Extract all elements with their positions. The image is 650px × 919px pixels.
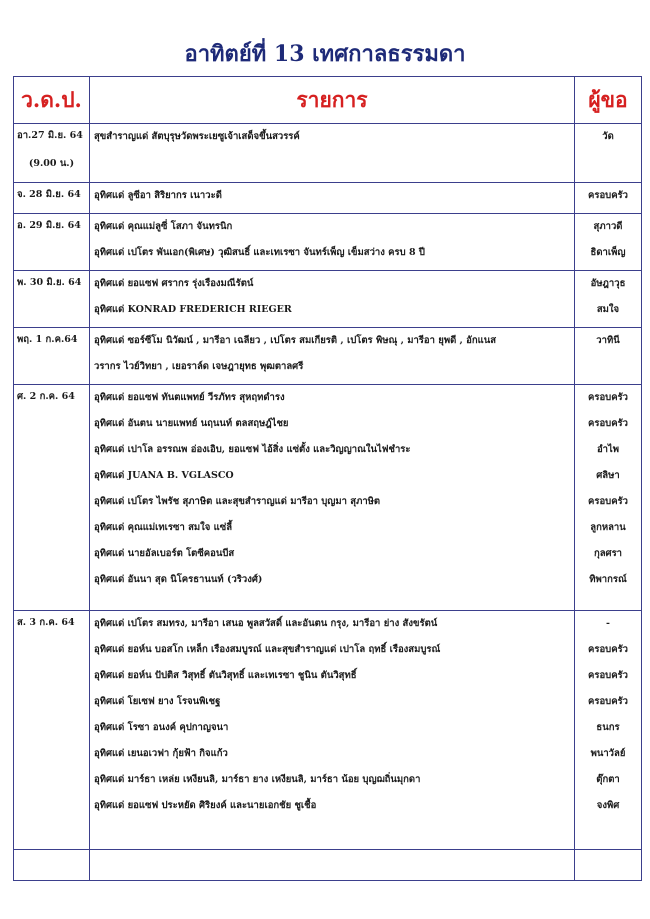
page-title: อาทิตย์ที่ 13 เทศกาลธรรมดา xyxy=(184,41,466,67)
list-item: อุทิศแด่ ยอแซฟ ศรากร รุ่งเรืองมณีรัตน์ xyxy=(94,278,254,289)
date-cell: ศ. 2 ก.ค. 64 xyxy=(14,385,90,611)
requester-name: ลูกหลาน xyxy=(590,522,626,533)
date-cell xyxy=(14,124,90,183)
requester-name: วาทินี xyxy=(596,335,620,346)
header-requester: ผู้ขอ xyxy=(575,77,642,124)
list-item: อุทิศแด่ ยอแซฟ ทันตแพทย์ วีรภัทร สุหฤทดำรง xyxy=(94,392,285,403)
requester-name: ครอบครัว xyxy=(588,190,628,201)
requester-cell xyxy=(575,385,642,611)
requester-name: ตุ๊กตา xyxy=(596,774,620,785)
requester-name: ครอบครัว xyxy=(588,418,628,429)
date-cell: อ. 29 มิ.ย. 64 xyxy=(14,214,90,271)
requester-name: กุลศรา xyxy=(593,548,623,559)
list-item: วรากร ไวย์วิทยา , เยอราล์ด เจษฎายุทธ พุฒตาลศรี xyxy=(94,361,304,372)
list-item: สุขสำราญแด่ สัตบุรุษวัดพระเยซูเจ้าเสด็จขึ้นสวรรค์ xyxy=(94,131,300,142)
items-cell xyxy=(90,271,575,328)
list-item: อุทิศแด่ เปโตร พันเอก(พิเศษ) วุฒิสนธิ์ และเทเรซา จันทร์เพ็ญ เข็มสว่าง ครบ 8 ปี xyxy=(94,247,425,258)
date-text: อา.27 มิ.ย. 64 xyxy=(17,130,83,141)
requester-cell xyxy=(575,271,642,328)
requester-name: อำไพ xyxy=(596,444,620,455)
date-cell: พ. 30 มิ.ย. 64 xyxy=(14,271,90,328)
header-items: รายการ xyxy=(90,77,575,124)
empty-cell xyxy=(90,850,575,881)
empty-cell xyxy=(575,850,642,881)
items-cell xyxy=(90,214,575,271)
list-item: อุทิศแด่ ยอห์น ปัปติส วิสุทธิ์ ตันวิสุทธิ์ และเทเรซา ชูนิน ตันวิสุทธิ์ xyxy=(94,670,357,681)
requester-name: ทิพากรณ์ xyxy=(589,574,627,585)
header-date: ว.ด.ป. xyxy=(14,77,90,124)
list-item: อุทิศแด่ คุณแม่ลูซี่ โสภา จันทรนิก xyxy=(94,221,233,232)
list-item: อุทิศแด่ KONRAD FREDERICH RIEGER xyxy=(94,304,292,315)
list-item: อุทิศแด่ เปโตร สมทรง, มารีอา เสนอ พูลสวัสดิ์ และอันตน กรุง, มารีอา ย่าง สังขรัตน์ xyxy=(94,618,438,629)
table-row xyxy=(14,271,642,328)
list-item: อุทิศแด่ คุณแม่เทเรซา สมใจ แซ่ลี้ xyxy=(94,522,233,533)
requester-name: ครอบครัว xyxy=(588,496,628,507)
items-cell xyxy=(90,124,575,183)
requester-name: ครอบครัว xyxy=(588,392,628,403)
items-cell xyxy=(90,385,575,611)
requester-name: พนาวัลย์ xyxy=(590,748,626,759)
requester-name: อัษฎาวุธ xyxy=(590,278,626,289)
items-cell xyxy=(90,183,575,214)
mass-intention-table xyxy=(13,76,642,881)
requester-name: ธนกร xyxy=(596,722,620,733)
table-row xyxy=(14,124,642,183)
requester-cell xyxy=(575,611,642,850)
list-item: อุทิศแด่ เปโตร ไพรัช สุภาษิต และสุขสำราญแด่ มารีอา บุญมา สุภาษิต xyxy=(94,496,381,507)
requester-name: สมใจ xyxy=(596,304,620,315)
requester-name: ครอบครัว xyxy=(588,696,628,707)
list-item: อุทิศแด่ โยเซฟ ยาง โรจนพิเชฐ xyxy=(94,696,221,707)
list-item: อุทิศแด่ อันนา สุด นิโครธานนท์ (วริวงศ์) xyxy=(94,574,263,585)
requester-name: ครอบครัว xyxy=(588,670,628,681)
requester-name: - xyxy=(606,618,610,629)
table-row xyxy=(14,214,642,271)
list-item: อุทิศแด่ โรซา อนงค์ คุปกาญจนา xyxy=(94,722,229,733)
date-cell: ส. 3 ก.ค. 64 xyxy=(14,611,90,850)
requester-cell xyxy=(575,214,642,271)
empty-cell xyxy=(14,850,90,881)
list-item: อุทิศแด่ เยนอเวฟา กุ้ยฟ้า กิจแก้ว xyxy=(94,748,228,759)
list-item: อุทิศแด่ ซอร์ซีโม นิวัฒน์ , มารีอา เฉลียว , เปโตร สมเกียรติ , เปโตร พิษณุ , มารีอา ยุพดี , อักแนส xyxy=(94,335,497,346)
requester-name: จงพิศ xyxy=(596,800,620,811)
requester-cell xyxy=(575,328,642,385)
requester-name: ศลิษา xyxy=(596,470,620,481)
requester-cell xyxy=(575,183,642,214)
list-item: อุทิศแด่ JUANA B. VGLASCO xyxy=(94,470,234,481)
list-item: อุทิศแด่ นายอัลเบอร์ต โตซีคอนบีส xyxy=(94,548,235,559)
items-cell xyxy=(90,328,575,385)
list-item: อุทิศแด่ อันตน นายแพทย์ นฤนนท์ ตลสฤษฎ์ไชย xyxy=(94,418,289,429)
list-item: อุทิศแด่ เปาโล อรรณพ อ่องเอิบ, ยอแซฟ ไอ้สิ่ง แซ่ตั้ง และวิญญาณในไฟชำระ xyxy=(94,444,411,455)
table-row xyxy=(14,328,642,385)
list-item: อุทิศแด่ มาร์ธา เหล่ย เหงียนลิ, มาร์ธา ยาง เหงียนลิ, มาร์ธา น้อย บุญฌถิ่นมุกดา xyxy=(94,774,421,785)
list-item: อุทิศแด่ ลูซีอา สิริยากร เนาวะดี xyxy=(94,190,222,201)
list-item: อุทิศแด่ ยอแซฟ ประหยัด ศิริยงค์ และนายเอกชัย ชูเชื้อ xyxy=(94,800,317,811)
list-item: อุทิศแด่ ยอห์น บอสโก เหล็ก เรืองสมบูรณ์ และสุขสำราญแด่ เปาโล ฤทธิ์ เรืองสมบูรณ์ xyxy=(94,644,441,655)
empty-row xyxy=(14,850,642,881)
requester-name: ครอบครัว xyxy=(588,644,628,655)
requester-cell xyxy=(575,124,642,183)
table-row xyxy=(14,385,642,611)
table-row xyxy=(14,611,642,850)
requester-name: ธิดาเพ็ญ xyxy=(590,247,626,258)
items-cell xyxy=(90,611,575,850)
table-header-row xyxy=(14,77,642,124)
date-note: (9.00 น.) xyxy=(28,158,75,169)
table-row xyxy=(14,183,642,214)
date-cell: พฤ. 1 ก.ค.64 xyxy=(14,328,90,385)
date-cell: จ. 28 มิ.ย. 64 xyxy=(14,183,90,214)
requester-name: วัด xyxy=(602,131,614,142)
requester-name: สุภาวดี xyxy=(593,221,623,232)
